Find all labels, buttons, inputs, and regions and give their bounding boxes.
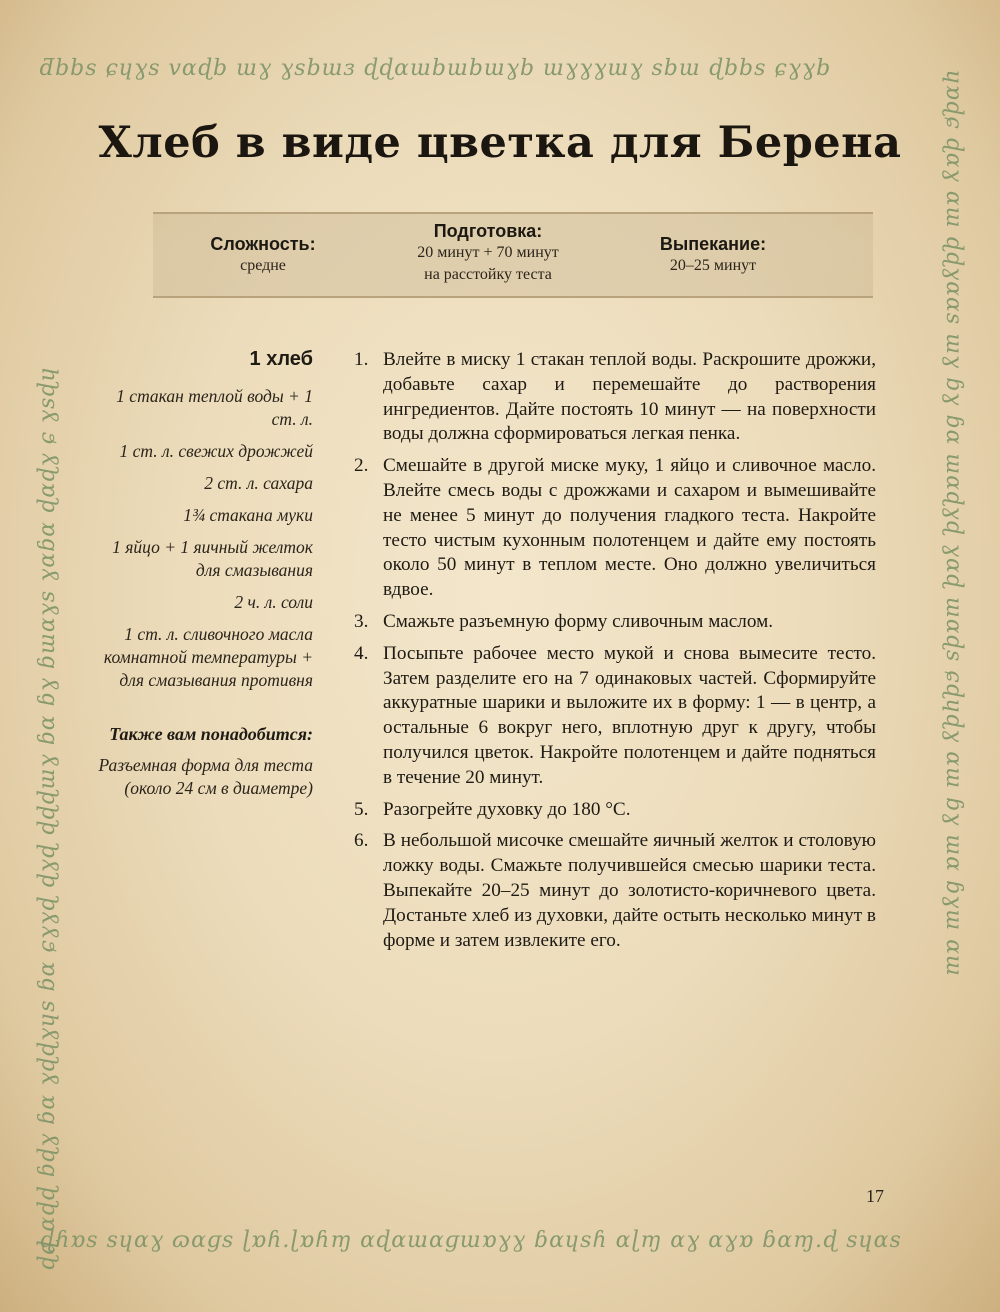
- ingredient-item: 1 ст. л. свежих дрожжей: [119, 441, 313, 461]
- also-needed-heading: Также вам понадобится:: [109, 724, 313, 744]
- elvish-border-left: ɖɖ ɑɖɖ ɓɖɣ ɓɑ ɣɖɖɣɥs ɓɑ ɕɣɣɖ ɖɣɖ ɖɖɖɯɣ ɓɑ ɓɣ ɓɯɑɣs ɣɑɓɑ ɖɑɖɣ ɕ ɣsɖɥ: [35, 366, 60, 1270]
- ingredient-item: 1¾ стакана муки: [183, 505, 313, 525]
- instructions-list: [354, 348, 876, 960]
- ingredient-item: 2 ч. л. соли: [234, 592, 313, 612]
- step-number: 4.: [354, 642, 369, 664]
- ingredient-item: 1 стакан теплой воды + 1 ст. л.: [116, 386, 313, 429]
- instruction-step: [354, 348, 876, 447]
- instruction-step: [354, 642, 876, 791]
- bake-label: Выпекание:: [659, 234, 767, 254]
- step-number: 5.: [354, 798, 369, 820]
- difficulty-block: [193, 234, 333, 277]
- ingredients-sidebar: [90, 348, 313, 800]
- ingredient-item: 2 ст. л. сахара: [204, 473, 313, 493]
- prep-block: [383, 221, 593, 286]
- difficulty-label: Сложность:: [210, 234, 316, 254]
- instruction-step: [354, 829, 876, 953]
- instruction-step: [354, 610, 876, 635]
- ingredient-item: 1 ст. л. сливочного масла комнатной температуры + для смазывания противня: [103, 624, 313, 690]
- difficulty-value: средне: [240, 257, 286, 274]
- step-text: Смешайте в другой миске муку, 1 яйцо и сливочное масло. Влейте смесь воды с дрожжами и сахаром и вымешивайте не менее 5 минут до получения гладкого теста. Накройте тесто чистым кухонным полотенцем и дайте ему постоять около 50 минут в теплом месте. Оно должно увеличиться вдвое.: [383, 455, 876, 601]
- prep-value-line2: на расстойку теста: [424, 266, 552, 283]
- bake-value: 20–25 минут: [669, 257, 757, 274]
- step-number: 3.: [354, 610, 369, 632]
- elvish-border-bottom: ɖɦɒs sɥɑɣ ɷɑɡs ɭɒɦ.ɭɒɦɱ ɑɖɑɯɑɡɯɒɣɣ ɓɑɥsɦ ɑɭɱ ɑɣ ɑɣɒ ɓɑɱ.ɖ sɥɑs: [40, 1228, 902, 1253]
- instruction-step: [354, 454, 876, 603]
- page-title: Хлеб в виде цветка для Берена: [98, 118, 902, 168]
- yield-heading: 1 хлеб: [249, 348, 313, 370]
- step-text: Влейте в миску 1 стакан теплой воды. Раскрошите дрожжи, добавьте сахар и перемешайте до растворения ингредиентов. Дайте постоять 10 минут — на поверхности воды должна сформироваться легкая пенка.: [383, 349, 876, 445]
- prep-value-line1: 20 минут + 70 минут: [417, 244, 559, 261]
- page-number: 17: [866, 1186, 884, 1206]
- bake-block: [633, 234, 793, 277]
- elvish-border-top: ƌbbs ɕɥɣs vɑɖb ɯɣ ɣsbɯɜ ɖɖɑɯbɯbɯɣb ɯɣɣɣɯɣ sbɯ ɖbbs ɕɣɣb: [40, 56, 832, 81]
- step-text: В небольшой мисочке смешайте яичный желток и столовую ложку воды. Смажьте получившейся смесью шарики теста. Выпекайте 20–25 минут до золотисто-коричневого цвета. Достаньте хлеб из духовки, дайте остыть несколько минут в форме и затем извлеките его.: [383, 830, 876, 951]
- step-number: 2.: [354, 455, 369, 477]
- elvish-border-right: ɥɒɖɕ ɖɑɣ ɑɯ ɖɖɣɑɑs ɯɣ ɓɣ ɓɑ ɯɑɖɣɖ ɣɑɖ ɯɑɖs ɕɖɥɖɣ ɑɯ ɓɣ ɯɑ ɓɣɯ ɑɯ: [941, 70, 966, 977]
- step-text: Смажьте разъемную форму сливочным маслом.: [383, 610, 774, 632]
- step-number: 1.: [354, 349, 369, 370]
- prep-label: Подготовка:: [433, 221, 543, 241]
- instruction-step: [354, 798, 876, 823]
- recipe-info-band: [153, 212, 873, 298]
- step-number: 6.: [354, 830, 369, 852]
- step-text: Разогрейте духовку до 180 °C.: [383, 798, 631, 820]
- ingredient-item: 1 яйцо + 1 яичный желток для смазывания: [112, 537, 313, 580]
- step-text: Посыпьте рабочее место мукой и снова вымесите тесто. Затем разделите его на 7 одинаковых частей. Сформируйте аккуратные шарики и выложите их в форму: 1 — в центр, а остальные 6 вокруг него, вплотную друг к другу, чтобы получился цветок. Накройте полотенцем и дайте подняться в течение 20 минут.: [383, 642, 876, 788]
- also-needed-item: Разъемная форма для теста (около 24 см в диаметре): [98, 755, 313, 798]
